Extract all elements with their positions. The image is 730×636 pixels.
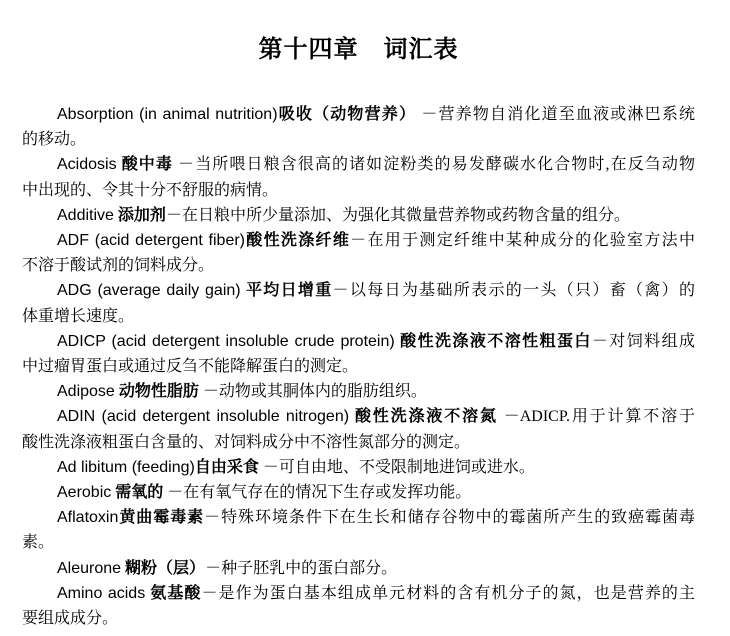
entry-first-line bbox=[22, 228, 695, 253]
glossary-entry-adicp bbox=[22, 329, 695, 379]
entry-definition: －ADICP.用于计算不溶于 bbox=[503, 408, 695, 426]
entry-term-cn: 酸性洗涤液不溶性粗蛋白 bbox=[400, 332, 592, 350]
entry-continuation-line: 酸性洗涤液粗蛋白含量的、对饲料成分中不溶性氮部分的测定。 bbox=[22, 433, 471, 451]
entry-term-cn: 酸性洗涤液不溶氮 bbox=[354, 408, 498, 426]
entry-term-en: Amino acids bbox=[57, 584, 146, 602]
entry-term-en: Adipose bbox=[57, 383, 115, 401]
entry-definition: －营养物自消化道至血液或淋巴系统 bbox=[421, 106, 695, 123]
entry-term-en: Aerobic bbox=[57, 484, 112, 502]
entry-term-en: Aleurone bbox=[57, 559, 122, 577]
entry-term-en: Aflatoxin bbox=[57, 509, 119, 527]
entry-term-cn: 吸收（动物营养） bbox=[277, 106, 417, 123]
glossary-entry-absorption bbox=[22, 102, 695, 152]
entry-first-line bbox=[22, 581, 695, 606]
entry-term-cn: 自由采食 bbox=[194, 458, 259, 476]
glossary-entry-ad-libitum bbox=[22, 455, 695, 480]
glossary-body bbox=[22, 102, 695, 631]
entry-continuation-line: 素。 bbox=[22, 534, 55, 552]
glossary-entry-acidosis bbox=[22, 152, 695, 202]
entry-first-line bbox=[22, 278, 695, 303]
entry-continuation-line: 中出现的、令其十分不舒服的病情。 bbox=[22, 181, 279, 199]
entry-term-cn: 酸性洗涤纤维 bbox=[245, 232, 351, 250]
glossary-entry-adg bbox=[22, 278, 695, 328]
entry-definition: －在用于测定纤维中某种成分的化验室方法中 bbox=[350, 232, 695, 250]
entry-continuation-line: 不溶于酸试剂的饲料成分。 bbox=[22, 257, 215, 275]
entry-term-cn: 氨基酸 bbox=[150, 584, 202, 602]
entry-definition: －以每日为基础所表示的一头（只）畜（禽）的 bbox=[332, 282, 695, 300]
glossary-entry-amino-acids bbox=[22, 581, 695, 631]
entry-term-cn: 酸中毒 bbox=[121, 156, 173, 174]
entry-first-line bbox=[22, 379, 695, 404]
entry-first-line bbox=[22, 102, 695, 127]
entry-first-line bbox=[22, 404, 695, 429]
entry-term-en: ADICP (acid detergent insoluble crude protein) bbox=[57, 332, 395, 350]
entry-definition: －当所喂日粮含很高的诸如淀粉类的易发酵碳水化合物时,在反刍动物 bbox=[178, 156, 696, 174]
entry-definition: －动物或其胴体内的脂肪组织。 bbox=[202, 383, 427, 401]
entry-term-cn: 糊粉（层） bbox=[125, 559, 206, 577]
entry-continuation-line: 的移动。 bbox=[22, 131, 87, 149]
entry-definition: －种子胚乳中的蛋白部分。 bbox=[205, 559, 398, 577]
entry-term-cn: 动物性脂肪 bbox=[118, 383, 199, 401]
glossary-entry-adipose bbox=[22, 379, 695, 404]
entry-first-line bbox=[22, 505, 695, 530]
entry-first-line bbox=[22, 203, 695, 228]
glossary-entry-aleurone bbox=[22, 556, 695, 581]
entry-term-cn: 添加剂 bbox=[117, 206, 166, 224]
entry-term-en: ADIN (acid detergent insoluble nitrogen) bbox=[57, 408, 350, 426]
entry-definition: －在有氧气存在的情况下生存或发挥功能。 bbox=[167, 484, 472, 502]
entry-definition: －对饲料组成 bbox=[591, 332, 695, 350]
entry-first-line bbox=[22, 455, 695, 480]
glossary-entry-adin bbox=[22, 404, 695, 454]
entry-term-cn: 平均日增重 bbox=[245, 282, 333, 300]
entry-term-en: Absorption (in animal nutrition) bbox=[57, 106, 278, 123]
entry-first-line bbox=[22, 480, 695, 505]
entry-continuation-line: 体重增长速度。 bbox=[22, 307, 135, 325]
entry-term-en: ADG (average daily gain) bbox=[57, 282, 241, 300]
entry-term-en: Ad libitum (feeding) bbox=[57, 458, 195, 476]
chapter-title: 第十四章 词汇表 bbox=[258, 36, 459, 63]
entry-first-line bbox=[22, 152, 695, 177]
entry-first-line bbox=[22, 329, 695, 354]
entry-definition: －可自由地、不受限制地进饲或进水。 bbox=[262, 458, 535, 476]
entry-term-cn: 需氧的 bbox=[115, 484, 164, 502]
entry-continuation-line: 中过瘤胃蛋白或通过反刍不能降解蛋白的测定。 bbox=[22, 358, 359, 376]
glossary-entry-aerobic bbox=[22, 480, 695, 505]
entry-term-cn: 黄曲霉毒素 bbox=[118, 509, 205, 527]
entry-term-en: ADF (acid detergent fiber) bbox=[57, 232, 245, 250]
entry-definition: －是作为蛋白基本组成单元材料的含有机分子的氮，也是营养的主 bbox=[201, 584, 695, 602]
entry-definition: －在日粮中所少量添加、为强化其微量营养物或药物含量的组分。 bbox=[165, 206, 630, 224]
entry-term-en: Acidosis bbox=[57, 156, 117, 174]
glossary-entry-adf bbox=[22, 228, 695, 278]
entry-continuation-line: 要组成成分。 bbox=[22, 610, 119, 628]
entry-first-line bbox=[22, 556, 695, 581]
entry-definition: －特殊环境条件下在生长和储存谷物中的霉菌所产生的致癌霉菌毒 bbox=[204, 509, 695, 527]
glossary-entry-additive bbox=[22, 203, 695, 228]
glossary-entry-aflatoxin bbox=[22, 505, 695, 555]
entry-term-en: Additive bbox=[57, 206, 114, 224]
